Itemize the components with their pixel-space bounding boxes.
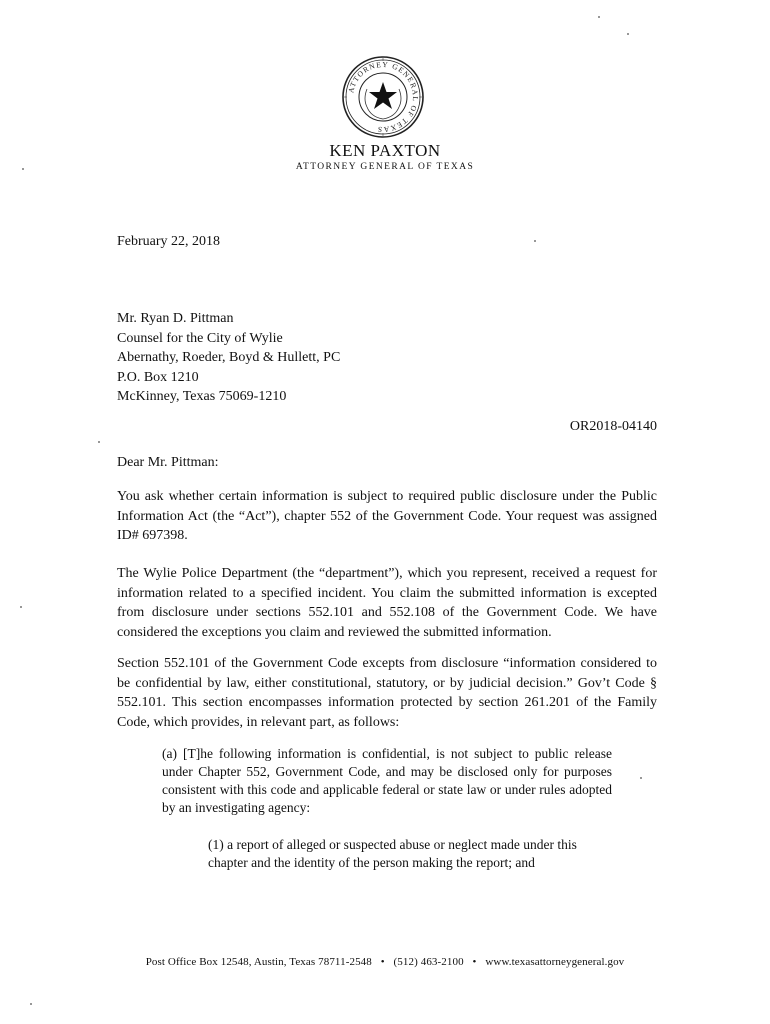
recipient-role: Counsel for the City of Wylie bbox=[117, 330, 283, 346]
body-paragraph: The Wylie Police Department (the “department”), which you represent, received a request for information related to a specified incident. You claim the submitted information is excepted from disclosure under sections 552.101 and 552.108 of the Government Code. We have considered the exceptions you claim and reviewed the submitted information. bbox=[117, 566, 657, 640]
salutation: Dear Mr. Pittman: bbox=[117, 455, 219, 470]
statute-sub-quote: (1) a report of alleged or suspected abuse or neglect made under this chapter and the identity of the person making the report; and bbox=[208, 837, 577, 870]
statute-block-quote: (a) [T]he following information is confidential, is not subject to public release under Chapter 552, Government Code, and may be disclosed only for purposes consistent with this code and applicable federal or state law or under rules adopted by an investigating agency: bbox=[162, 746, 612, 815]
scan-speck bbox=[627, 33, 629, 35]
scan-speck bbox=[598, 16, 600, 18]
footer-separator: • bbox=[380, 956, 385, 968]
body-paragraph: You ask whether certain information is subject to required public disclosure under the Public Information Act (the “Act”), chapter 552 of the Government Code. Your request was assigned ID# 697398. bbox=[117, 489, 657, 543]
attorney-general-seal-icon bbox=[341, 55, 425, 139]
footer-website: www.texasattorneygeneral.gov bbox=[485, 956, 625, 968]
footer-phone: (512) 463-2100 bbox=[393, 956, 464, 968]
attorney-general-name: KEN PAXTON bbox=[329, 141, 441, 160]
letterhead-footer bbox=[0, 956, 770, 968]
recipient-firm: Abernathy, Roeder, Boyd & Hullett, PC bbox=[117, 350, 341, 365]
recipient-po-box: P.O. Box 1210 bbox=[117, 369, 199, 385]
scan-speck bbox=[534, 240, 536, 242]
recipient-name: Mr. Ryan D. Pittman bbox=[117, 311, 234, 326]
recipient-city: McKinney, Texas 75069-1210 bbox=[117, 389, 287, 404]
scan-speck bbox=[640, 777, 642, 779]
scan-speck bbox=[98, 441, 100, 443]
recipient-address-block bbox=[117, 309, 340, 407]
scan-speck bbox=[20, 606, 22, 608]
footer-separator: • bbox=[472, 956, 477, 968]
attorney-general-title: ATTORNEY GENERAL OF TEXAS bbox=[295, 162, 475, 172]
scan-speck bbox=[30, 1003, 32, 1005]
footer-address: Post Office Box 12548, Austin, Texas 78711-2548 bbox=[145, 956, 372, 968]
open-records-number: OR2018-04140 bbox=[569, 419, 657, 434]
letter-date: February 22, 2018 bbox=[117, 234, 221, 249]
scan-speck bbox=[22, 168, 24, 170]
body-paragraph: Section 552.101 of the Government Code excepts from disclosure “information considered to be confidential by law, either constitutional, statutory, or by judicial decision.” Gov’t Code § 552.101. This section encompasses information protected by section 261.201 of the Family Code, which provides, in relevant part, as follows: bbox=[117, 656, 657, 730]
svg-text:ATTORNEY GENERAL OF TEXAS: ATTORNEY GENERAL OF TEXAS bbox=[346, 59, 421, 135]
